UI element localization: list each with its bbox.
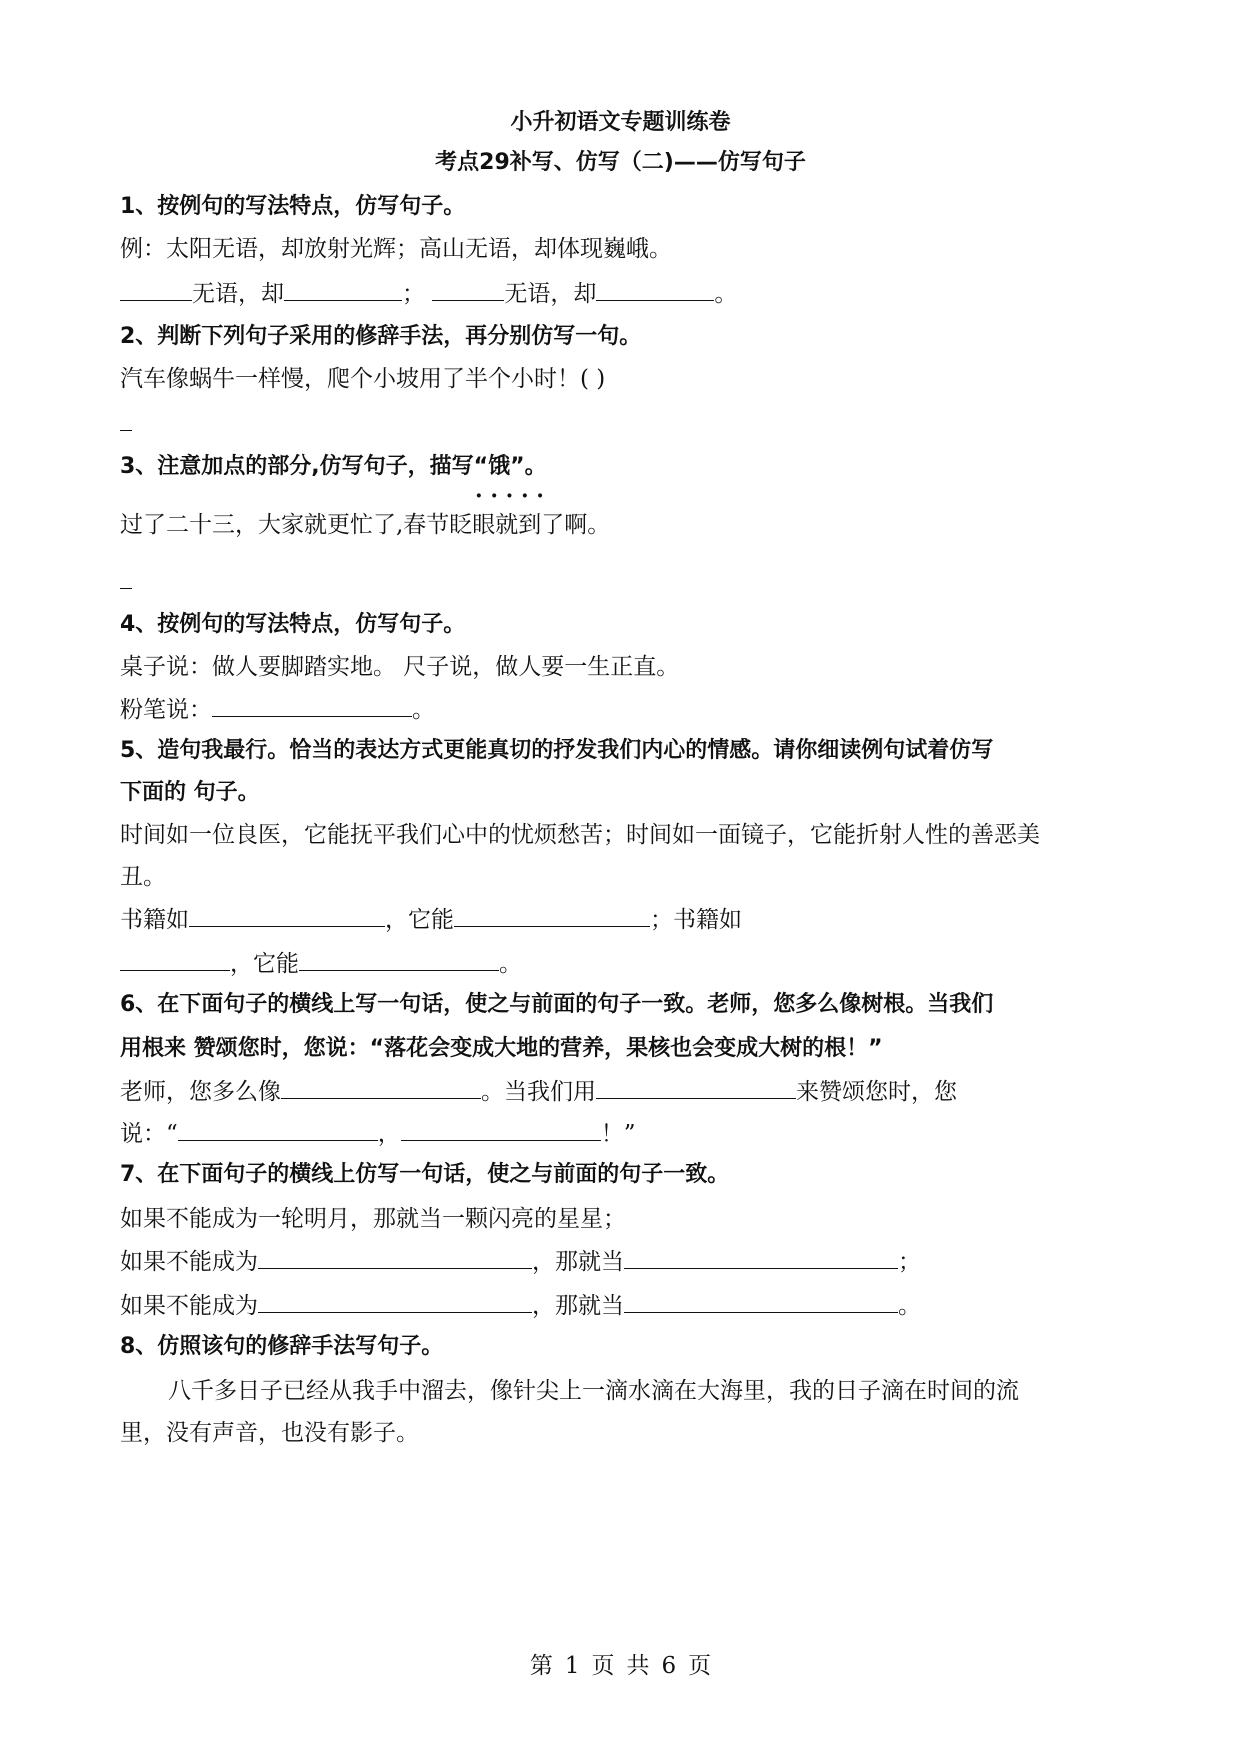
blank[interactable] [212,694,412,717]
q5-fill-text: ；书籍如 [650,907,742,933]
q1-fill-line [120,278,737,309]
page-subtitle: 考点29补写、仿写（二)——仿写句子 [435,150,806,175]
answer-line[interactable] [120,430,132,431]
blank[interactable] [432,278,504,301]
answer-line[interactable] [120,588,132,589]
blank[interactable] [120,948,230,971]
page-footer [0,1651,1241,1681]
blank[interactable] [284,278,402,301]
q6-fill-line [120,1076,957,1107]
q5-fill-text: ，它能 [230,951,299,977]
q1-example: 例：太阳无语，却放射光辉；高山无语，却体现巍峨。 [120,236,672,262]
q5-fill-text: 书籍如 [120,907,189,933]
blank[interactable] [624,1246,898,1269]
q6-fill-text: 说：“ [120,1121,178,1147]
blank[interactable] [401,1118,601,1141]
blank[interactable] [189,904,385,927]
blank[interactable] [624,1290,898,1313]
q1-fill-text: 无语，却 [504,281,597,307]
q6-fill-text: 。当我们用 [481,1079,596,1105]
q3-sentence: 过了二十三，大家就更忙了,春节眨眼就到了啊。 [120,512,611,538]
q2-heading: 2、判断下列句子采用的修辞手法，再分别仿写一句。 [120,324,642,349]
q7-fill-text: ； [898,1249,921,1275]
q5-heading: 下面的 句子。 [120,780,260,805]
emphasis-dots: · · · · · [475,483,544,509]
q2-sentence: 汽车像蜗牛一样慢，爬个小坡用了半个小时！( ) [120,366,606,392]
q4-fill-text: 。 [412,697,435,723]
blank[interactable] [299,948,499,971]
q5-fill-line [120,948,522,979]
page-total: 6 [661,1653,677,1679]
q7-fill-line [120,1290,921,1321]
footer-text: 页 [688,1653,712,1679]
q3-heading: 3、注意加点的部分,仿写句子，描写“饿”。 [120,454,547,479]
q6-heading: 用根来 赞颂您时，您说：“落花会变成大地的营养，果核也会变成大树的根！” [120,1036,883,1061]
blank[interactable] [120,278,192,301]
q6-fill-text: ！” [600,1121,636,1147]
blank[interactable] [258,1290,532,1313]
q7-fill-text: 如果不能成为 [120,1293,258,1319]
q5-fill-text: 。 [499,951,522,977]
q4-heading: 4、按例句的写法特点，仿写句子。 [120,612,466,637]
footer-text: 共 [626,1653,650,1679]
q5-example: 丑。 [120,864,166,890]
q7-fill-text: 如果不能成为 [120,1249,258,1275]
footer-text: 第 [529,1653,553,1679]
blank[interactable] [596,1076,796,1099]
page-title: 小升初语文专题训练卷 [510,110,731,135]
q6-heading: 6、在下面句子的横线上写一句话，使之与前面的句子一致。老师，您多么像树根。当我们 [120,992,994,1017]
q7-example: 如果不能成为一轮明月，那就当一颗闪亮的星星； [120,1206,626,1232]
q7-fill-text: ，那就当 [532,1293,624,1319]
q8-heading: 8、仿照该句的修辞手法写句子。 [120,1334,444,1359]
blank[interactable] [454,904,650,927]
q6-fill-text: 老师，您多么像 [120,1079,281,1105]
q6-fill-text: 来赞颂您时，您 [796,1079,957,1105]
q1-heading: 1、按例句的写法特点，仿写句子。 [120,194,466,219]
q6-fill-line [120,1118,636,1149]
blank[interactable] [596,278,714,301]
q7-fill-text: ，那就当 [532,1249,624,1275]
q5-heading: 5、造句我最行。恰当的表达方式更能真切的抒发我们内心的情感。请你细读例句试着仿写 [120,738,994,763]
q7-fill-text: 。 [898,1293,921,1319]
q1-fill-text: ； [402,281,425,307]
q7-fill-line [120,1246,921,1277]
q6-fill-text: ， [377,1121,401,1147]
q8-passage: 里，没有声音，也没有影子。 [120,1420,419,1446]
blank[interactable] [258,1246,532,1269]
q4-example: 桌子说：做人要脚踏实地。 尺子说，做人要一生正直。 [120,654,680,680]
q5-fill-line [120,904,742,935]
q8-passage: 八千多日子已经从我手中溜去，像针尖上一滴水滴在大海里，我的日子滴在时间的流 [168,1378,1019,1404]
q1-fill-text: 。 [714,281,738,307]
q4-fill-text: 粉笔说： [120,697,212,723]
q5-example: 时间如一位良医，它能抚平我们心中的忧烦愁苦；时间如一面镜子，它能折射人性的善恶美 [120,822,1040,848]
blank[interactable] [178,1118,378,1141]
page-number: 1 [564,1653,580,1679]
blank[interactable] [281,1076,481,1099]
q1-fill-text: 无语，却 [192,281,284,307]
q4-fill-line [120,694,435,725]
q5-fill-text: ，它能 [385,907,454,933]
q7-heading: 7、在下面句子的横线上仿写一句话，使之与前面的句子一致。 [120,1162,730,1187]
footer-text: 页 [591,1653,615,1679]
